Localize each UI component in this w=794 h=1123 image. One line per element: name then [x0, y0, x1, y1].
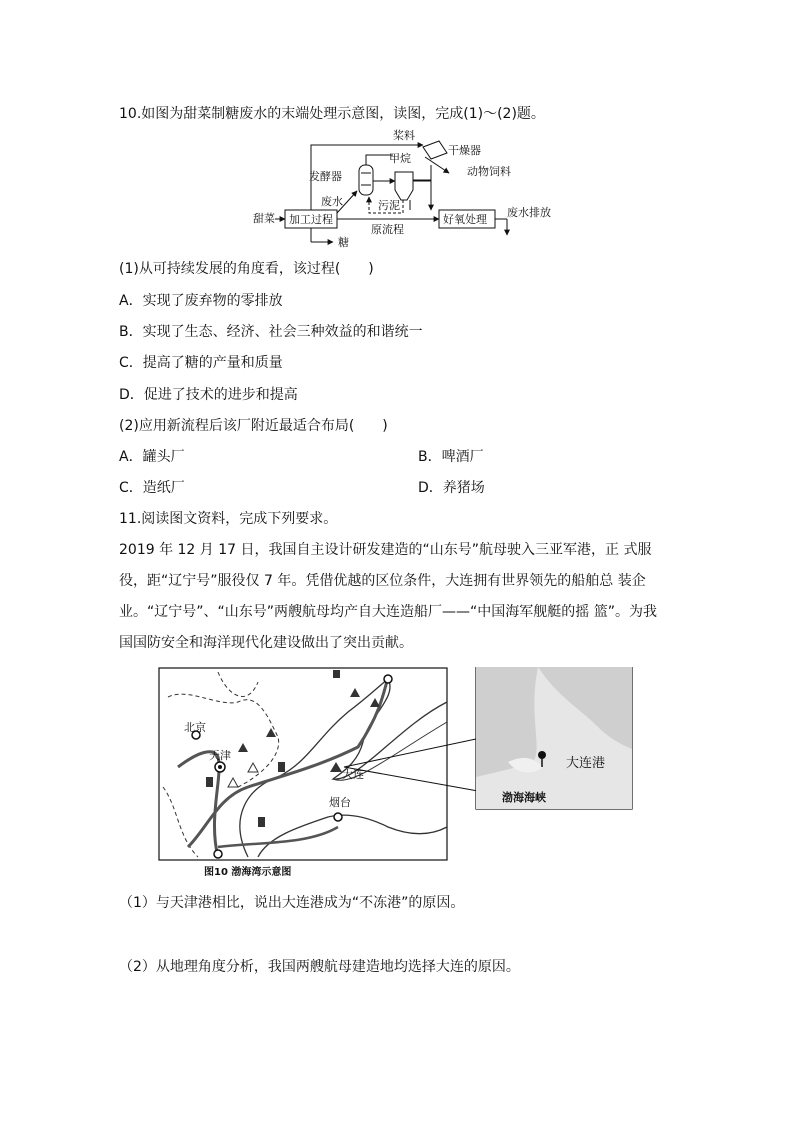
map-caption: 图10 渤海湾示意图 — [204, 867, 292, 878]
label-jiawan: 甲烷 — [389, 152, 411, 165]
label-wuni: 污泥 — [378, 199, 400, 212]
label-bohai-strait: 渤海海峡 — [502, 791, 546, 804]
bohai-map — [158, 667, 638, 882]
q11-paragraph: 2019 年 12 月 17 日，我国自主设计研发建造的“山东号”航母驶入三亚军港，正 式服役，距“辽宁号”服役仅 7 年。凭借优越的区位条件，大连拥有世界领先的船舶总 装企业。“辽宁号”、“山东号”两艘航母均产自大连造船厂——“中国海军舰艇的摇 篮”。为我国国防安全和海洋现代化建设做出了突出贡献。 — [119, 542, 657, 651]
label-tiancai: 甜菜 — [253, 212, 275, 225]
q10-sub1-option-a: A．实现了废弃物的零排放 — [119, 293, 283, 309]
label-dalian-port: 大连港 — [566, 756, 606, 771]
label-fajiaoqi: 发酵器 — [309, 170, 342, 183]
q10-sub1-option-d: D．促进了技术的进步和提高 — [119, 387, 298, 403]
q10-sub1-option-b: B．实现了生态、经济、社会三种效益的和谐统一 — [119, 324, 423, 340]
q11-sub2: （2）从地理角度分析，我国两艘航母建造地均选择大连的原因。 — [119, 959, 520, 975]
label-dongwusiliao: 动物饲料 — [467, 165, 511, 178]
label-tang: 糖 — [338, 236, 349, 249]
q10-title: 10.如图为甜菜制糖废水的末端处理示意图，读图，完成(1)～(2)题。 — [119, 106, 545, 122]
label-ganzaoqi: 干燥器 — [448, 144, 481, 157]
q10-sub2-option-c: C．造纸厂 — [119, 480, 185, 496]
q10-sub1-option-c: C．提高了糖的产量和质量 — [119, 355, 283, 371]
label-beijing: 北京 — [184, 721, 206, 734]
q10-sub2-option-b: B．啤酒厂 — [418, 449, 484, 465]
fermenter-vessel — [359, 165, 373, 195]
label-jiagong: 加工过程 — [289, 213, 333, 226]
wastewater-flow-diagram — [245, 125, 555, 250]
inset-port-pin — [538, 751, 546, 759]
q10-sub2-question: (2)应用新流程后该厂附近最适合布局( ) — [119, 418, 388, 434]
label-yuanliucheng: 原流程 — [371, 223, 404, 236]
separator-vessel — [395, 172, 413, 200]
dryer-vessel — [423, 141, 447, 159]
label-feishuipaifang: 废水排放 — [507, 206, 551, 219]
q11-title: 11.阅读图文资料，完成下列要求。 — [119, 511, 338, 527]
q11-sub1: （1）与天津港相比，说出大连港成为“不冻港”的原因。 — [119, 895, 465, 911]
label-tianjin: 天津 — [209, 749, 231, 762]
city-marker-yantai — [334, 813, 342, 821]
q10-sub1-question: (1)从可持续发展的角度看，该过程( ) — [119, 261, 374, 277]
label-feishui: 废水 — [321, 195, 343, 208]
q10-sub2-option-d: D．养猪场 — [418, 480, 485, 496]
label-dalian: 大连 — [342, 768, 364, 781]
label-yantai: 烟台 — [329, 796, 351, 809]
city-marker-north — [384, 675, 392, 683]
label-haoyang: 好氧处理 — [443, 213, 487, 226]
city-marker-south — [214, 850, 222, 858]
label-jiangliao: 桨料 — [393, 129, 415, 142]
bohai-map-figure — [158, 667, 638, 882]
q10-sub2-option-a: A．罐头厂 — [119, 449, 185, 465]
